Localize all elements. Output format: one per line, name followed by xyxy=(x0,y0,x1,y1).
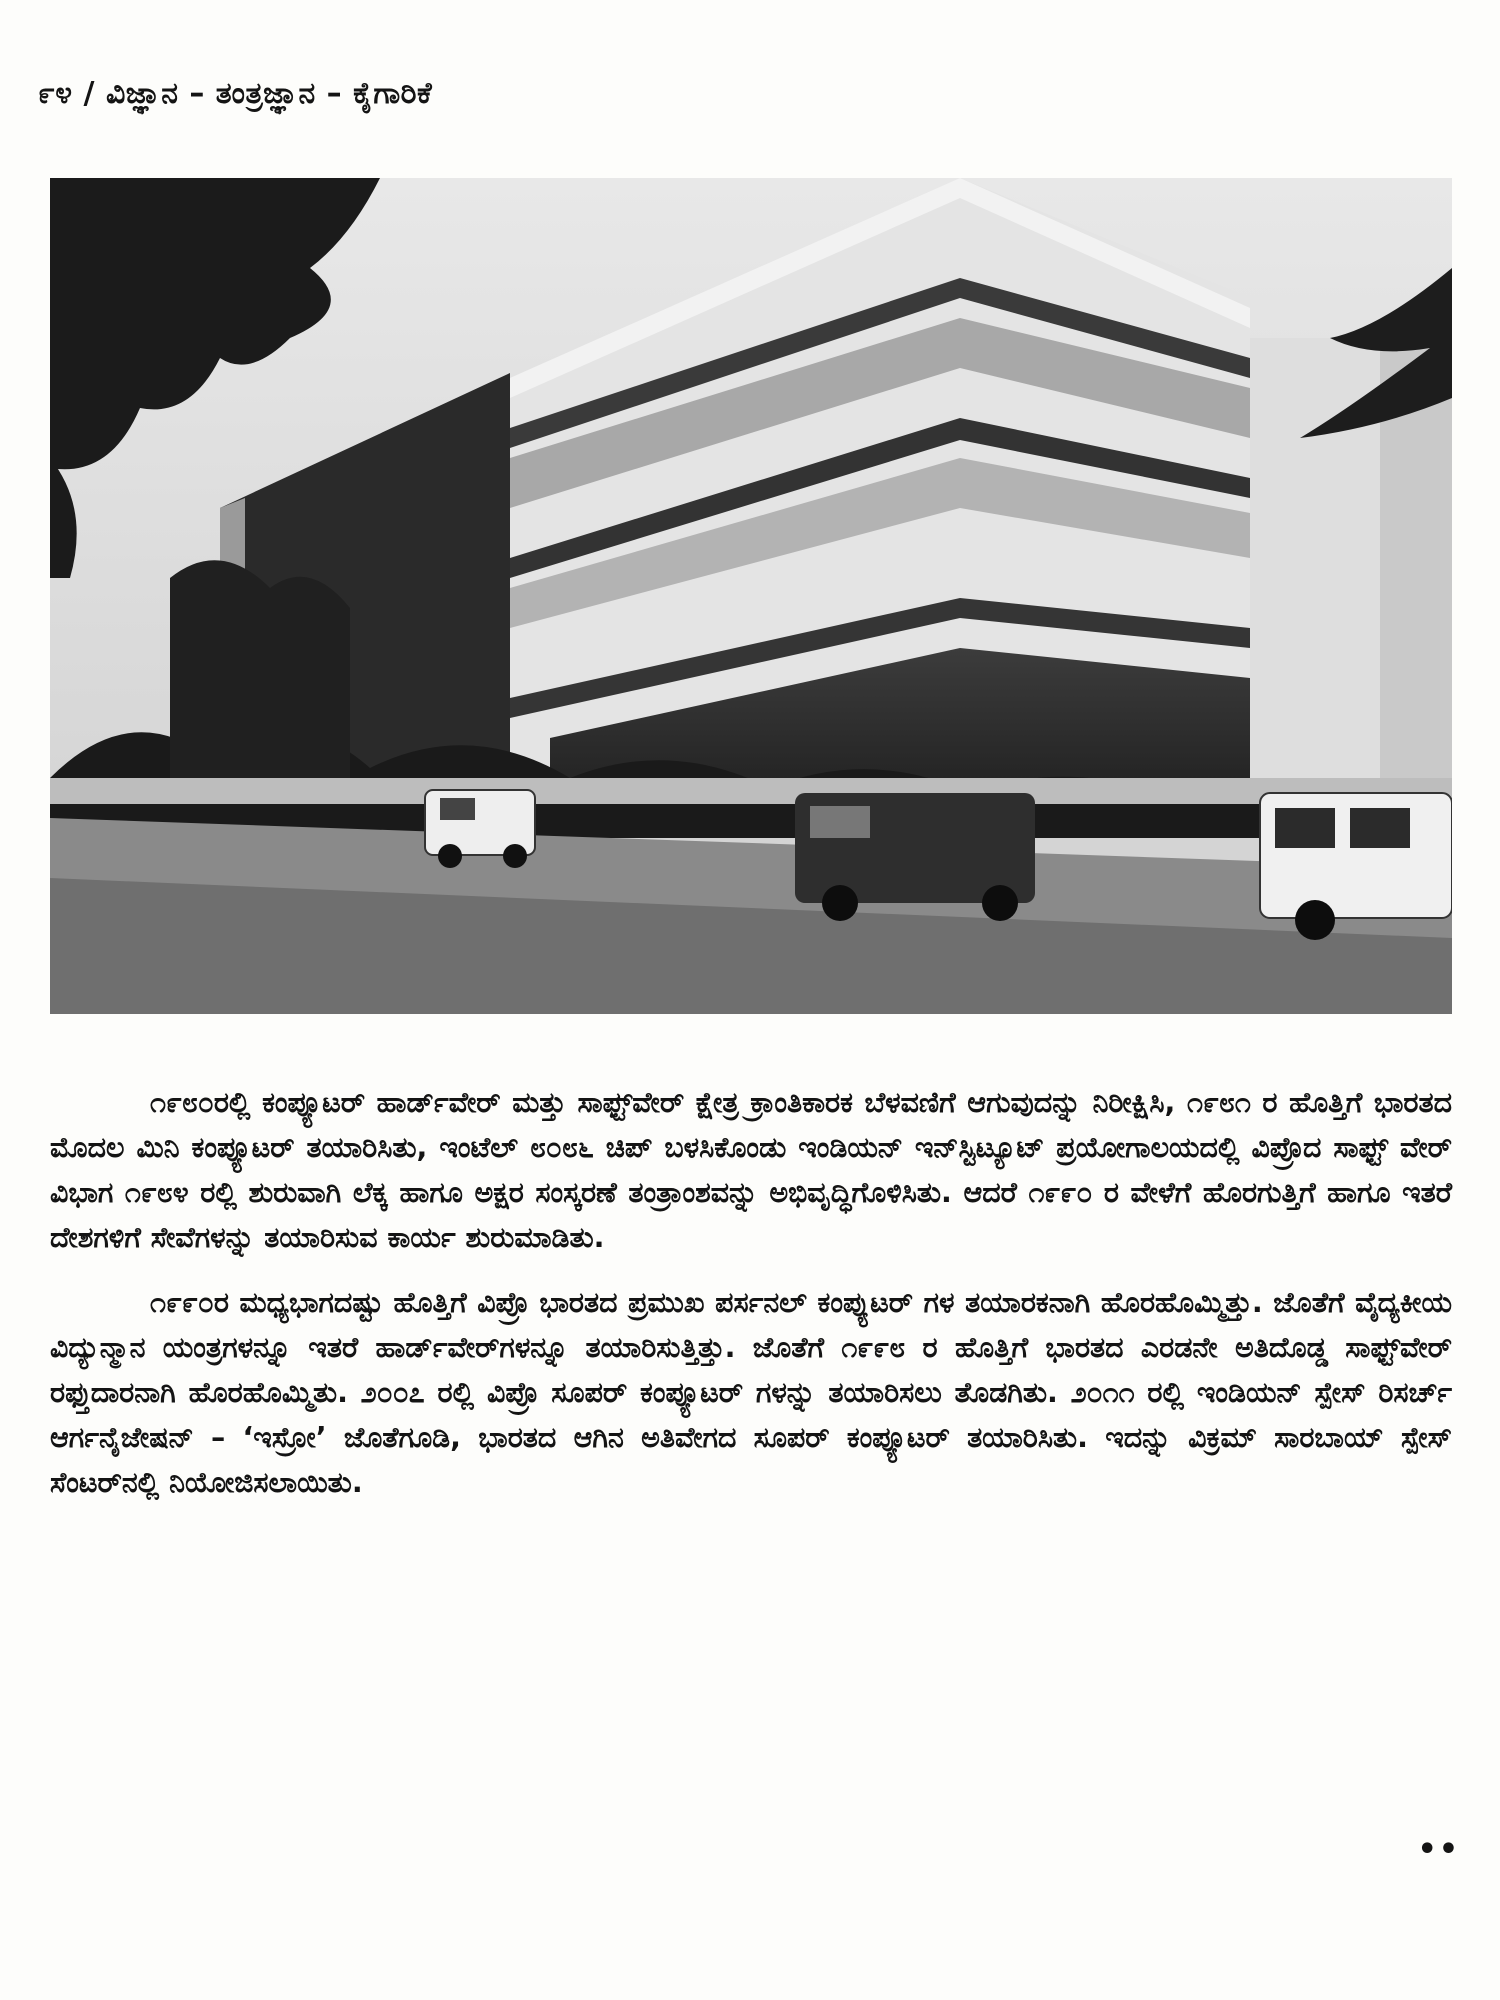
running-header: ೯೪ / ವಿಜ್ಞಾನ – ತಂತ್ರಜ್ಞಾನ – ಕೈಗಾರಿಕೆ xyxy=(38,76,433,111)
end-mark: •• xyxy=(1417,1832,1460,1867)
body-text xyxy=(50,1080,1452,1525)
paragraph-1: ೧೯೮೦ರಲ್ಲಿ ಕಂಪ್ಯೂಟರ್ ಹಾರ್ಡ್‌ವೇರ್ ಮತ್ತು ಸಾಫ್ಟ್‌ವೇರ್ ಕ್ಷೇತ್ರ ಕ್ರಾಂತಿಕಾರಕ ಬೆಳವಣಿಗೆ ಆಗುವುದನ್ನು ನಿರೀಕ್ಷಿಸಿ, ೧೯೮೧ ರ ಹೊತ್ತಿಗೆ ಭಾರತದ ಮೊದಲ ಮಿನಿ ಕಂಪ್ಯೂಟರ್ ತಯಾರಿಸಿತು, ಇಂಟೆಲ್ ೮೦೮೬ ಚಿಪ್ ಬಳಸಿಕೊಂಡು ಇಂಡಿಯನ್ ಇನ್‌ಸ್ಟಿಟ್ಯೂಟ್ ಪ್ರಯೋಗಾಲಯದಲ್ಲಿ ವಿಪ್ರೊದ ಸಾಫ್ಟ್ ವೇರ್ ವಿಭಾಗ ೧೯೮೪ ರಲ್ಲಿ ಶುರುವಾಗಿ ಲೆಕ್ಕ ಹಾಗೂ ಅಕ್ಷರ ಸಂಸ್ಕರಣೆ ತಂತ್ರಾಂಶವನ್ನು ಅಭಿವೃದ್ಧಿಗೊಳಿಸಿತು. ಆದರೆ ೧೯೯೦ ರ ವೇಳೆಗೆ ಹೊರಗುತ್ತಿಗೆ ಹಾಗೂ ಇತರೆ ದೇಶಗಳಿಗೆ ಸೇವೆಗಳನ್ನು ತಯಾರಿಸುವ ಕಾರ್ಯ ಶುರುಮಾಡಿತು. xyxy=(50,1086,1452,1254)
paragraph-2: ೧೯೯೦ರ ಮಧ್ಯಭಾಗದಷ್ಟು ಹೊತ್ತಿಗೆ ವಿಪ್ರೊ ಭಾರತದ ಪ್ರಮುಖ ಪರ್ಸನಲ್ ಕಂಪ್ಯುಟರ್ ಗಳ ತಯಾರಕನಾಗಿ ಹೊರಹೊಮ್ಮಿತ್ತು. ಜೊತೆಗೆ ವೈದ್ಯಕೀಯ ವಿದ್ಯುನ್ಮಾನ ಯಂತ್ರಗಳನ್ನೂ ಇತರೆ ಹಾರ್ಡ್‌ವೇರ್‌ಗಳನ್ನೂ ತಯಾರಿಸುತ್ತಿತ್ತು. ಜೊತೆಗೆ ೧೯೯೮ ರ ಹೊತ್ತಿಗೆ ಭಾರತದ ಎರಡನೇ ಅತಿದೊಡ್ಡ ಸಾಫ್ಟ್‌ವೇರ್ ರಫ್ತುದಾರನಾಗಿ ಹೊರಹೊಮ್ಮಿತು. ೨೦೦೭ ರಲ್ಲಿ ವಿಪ್ರೊ ಸೂಪರ್ ಕಂಪ್ಯೂಟರ್ ಗಳನ್ನು ತಯಾರಿಸಲು ತೊಡಗಿತು. ೨೦೧೧ ರಲ್ಲಿ ಇಂಡಿಯನ್ ಸ್ಪೇಸ್ ರಿಸರ್ಚ್ ಆರ್ಗನೈಜೇಷನ್ – ‘ಇಸ್ರೋ’ ಜೊತೆಗೂಡಿ, ಭಾರತದ ಆಗಿನ ಅತಿವೇಗದ ಸೂಪರ್ ಕಂಪ್ಯೂಟರ್ ತಯಾರಿಸಿತು. ಇದನ್ನು ವಿಕ್ರಮ್ ಸಾರಬಾಯ್ ಸ್ಪೇಸ್ ಸೆಂಟರ್‌ನಲ್ಲಿ ನಿಯೋಜಿಸಲಾಯಿತು. xyxy=(50,1286,1452,1499)
building-photograph xyxy=(50,178,1452,1014)
